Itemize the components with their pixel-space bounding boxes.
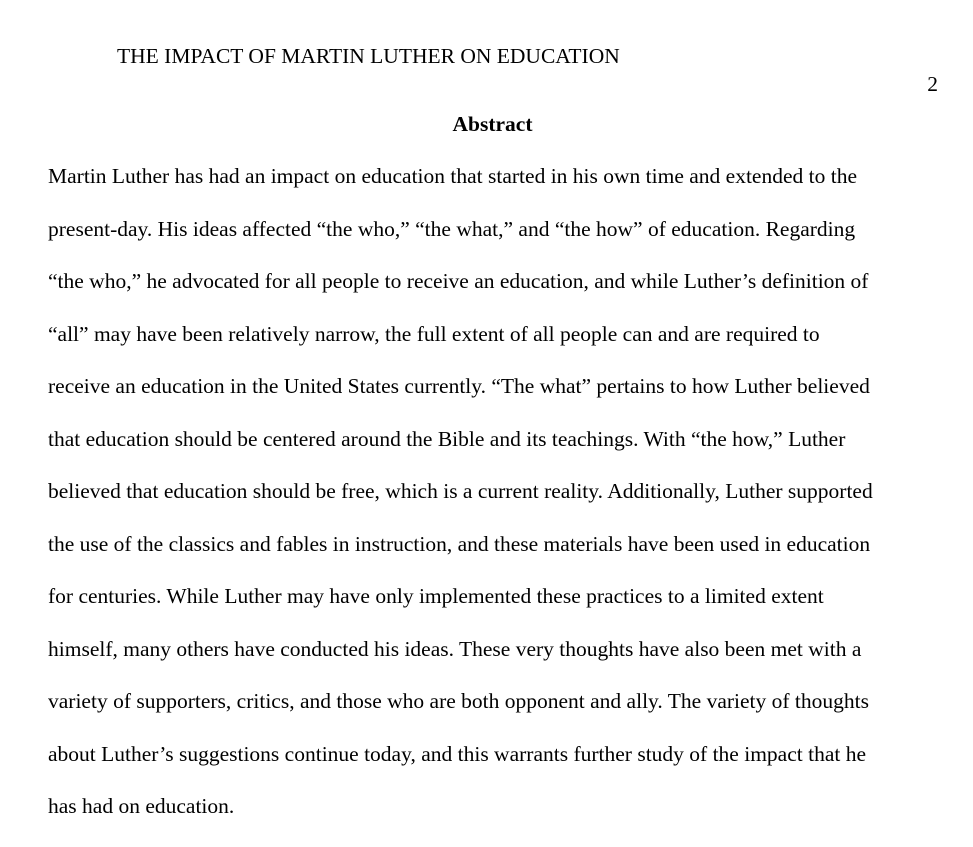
- abstract-line: about Luther’s suggestions continue today, and this warrants further study of the impact that he: [48, 741, 867, 766]
- abstract-line: variety of supporters, critics, and those who are both opponent and ally. The variety of thoughts: [48, 689, 869, 713]
- abstract-line: “the who,” he advocated for all people to receive an education, and while Luther’s definition of: [48, 269, 869, 293]
- abstract-line: receive an education in the United States currently. “The what” pertains to how Luther believed: [48, 374, 870, 398]
- abstract-line: himself, many others have conducted his ideas. These very thoughts have also been met with a: [48, 636, 862, 661]
- abstract-body: [48, 162, 938, 845]
- abstract-line: “all” may have been relatively narrow, the full extent of all people can and are required to: [48, 321, 820, 346]
- abstract-line: that education should be centered around the Bible and its teachings. With “the how,” Luther: [48, 426, 846, 451]
- running-head: THE IMPACT OF MARTIN LUTHER ON EDUCATION: [117, 44, 620, 68]
- abstract-line: for centuries. While Luther may have only implemented these practices to a limited extent: [48, 584, 824, 608]
- abstract-line: present-day. His ideas affected “the who,” “the what,” and “the how” of education. Regarding: [48, 216, 856, 241]
- abstract-heading: Abstract: [452, 112, 533, 136]
- abstract-line: Martin Luther has had an impact on education that started in his own time and extended to the: [48, 164, 858, 188]
- abstract-line: believed that education should be free, which is a current reality. Additionally, Luther supported: [48, 479, 873, 503]
- page-number: 2: [927, 72, 938, 96]
- abstract-line: the use of the classics and fables in instruction, and these materials have been used in education: [48, 531, 871, 556]
- abstract-line: has had on education.: [48, 794, 235, 818]
